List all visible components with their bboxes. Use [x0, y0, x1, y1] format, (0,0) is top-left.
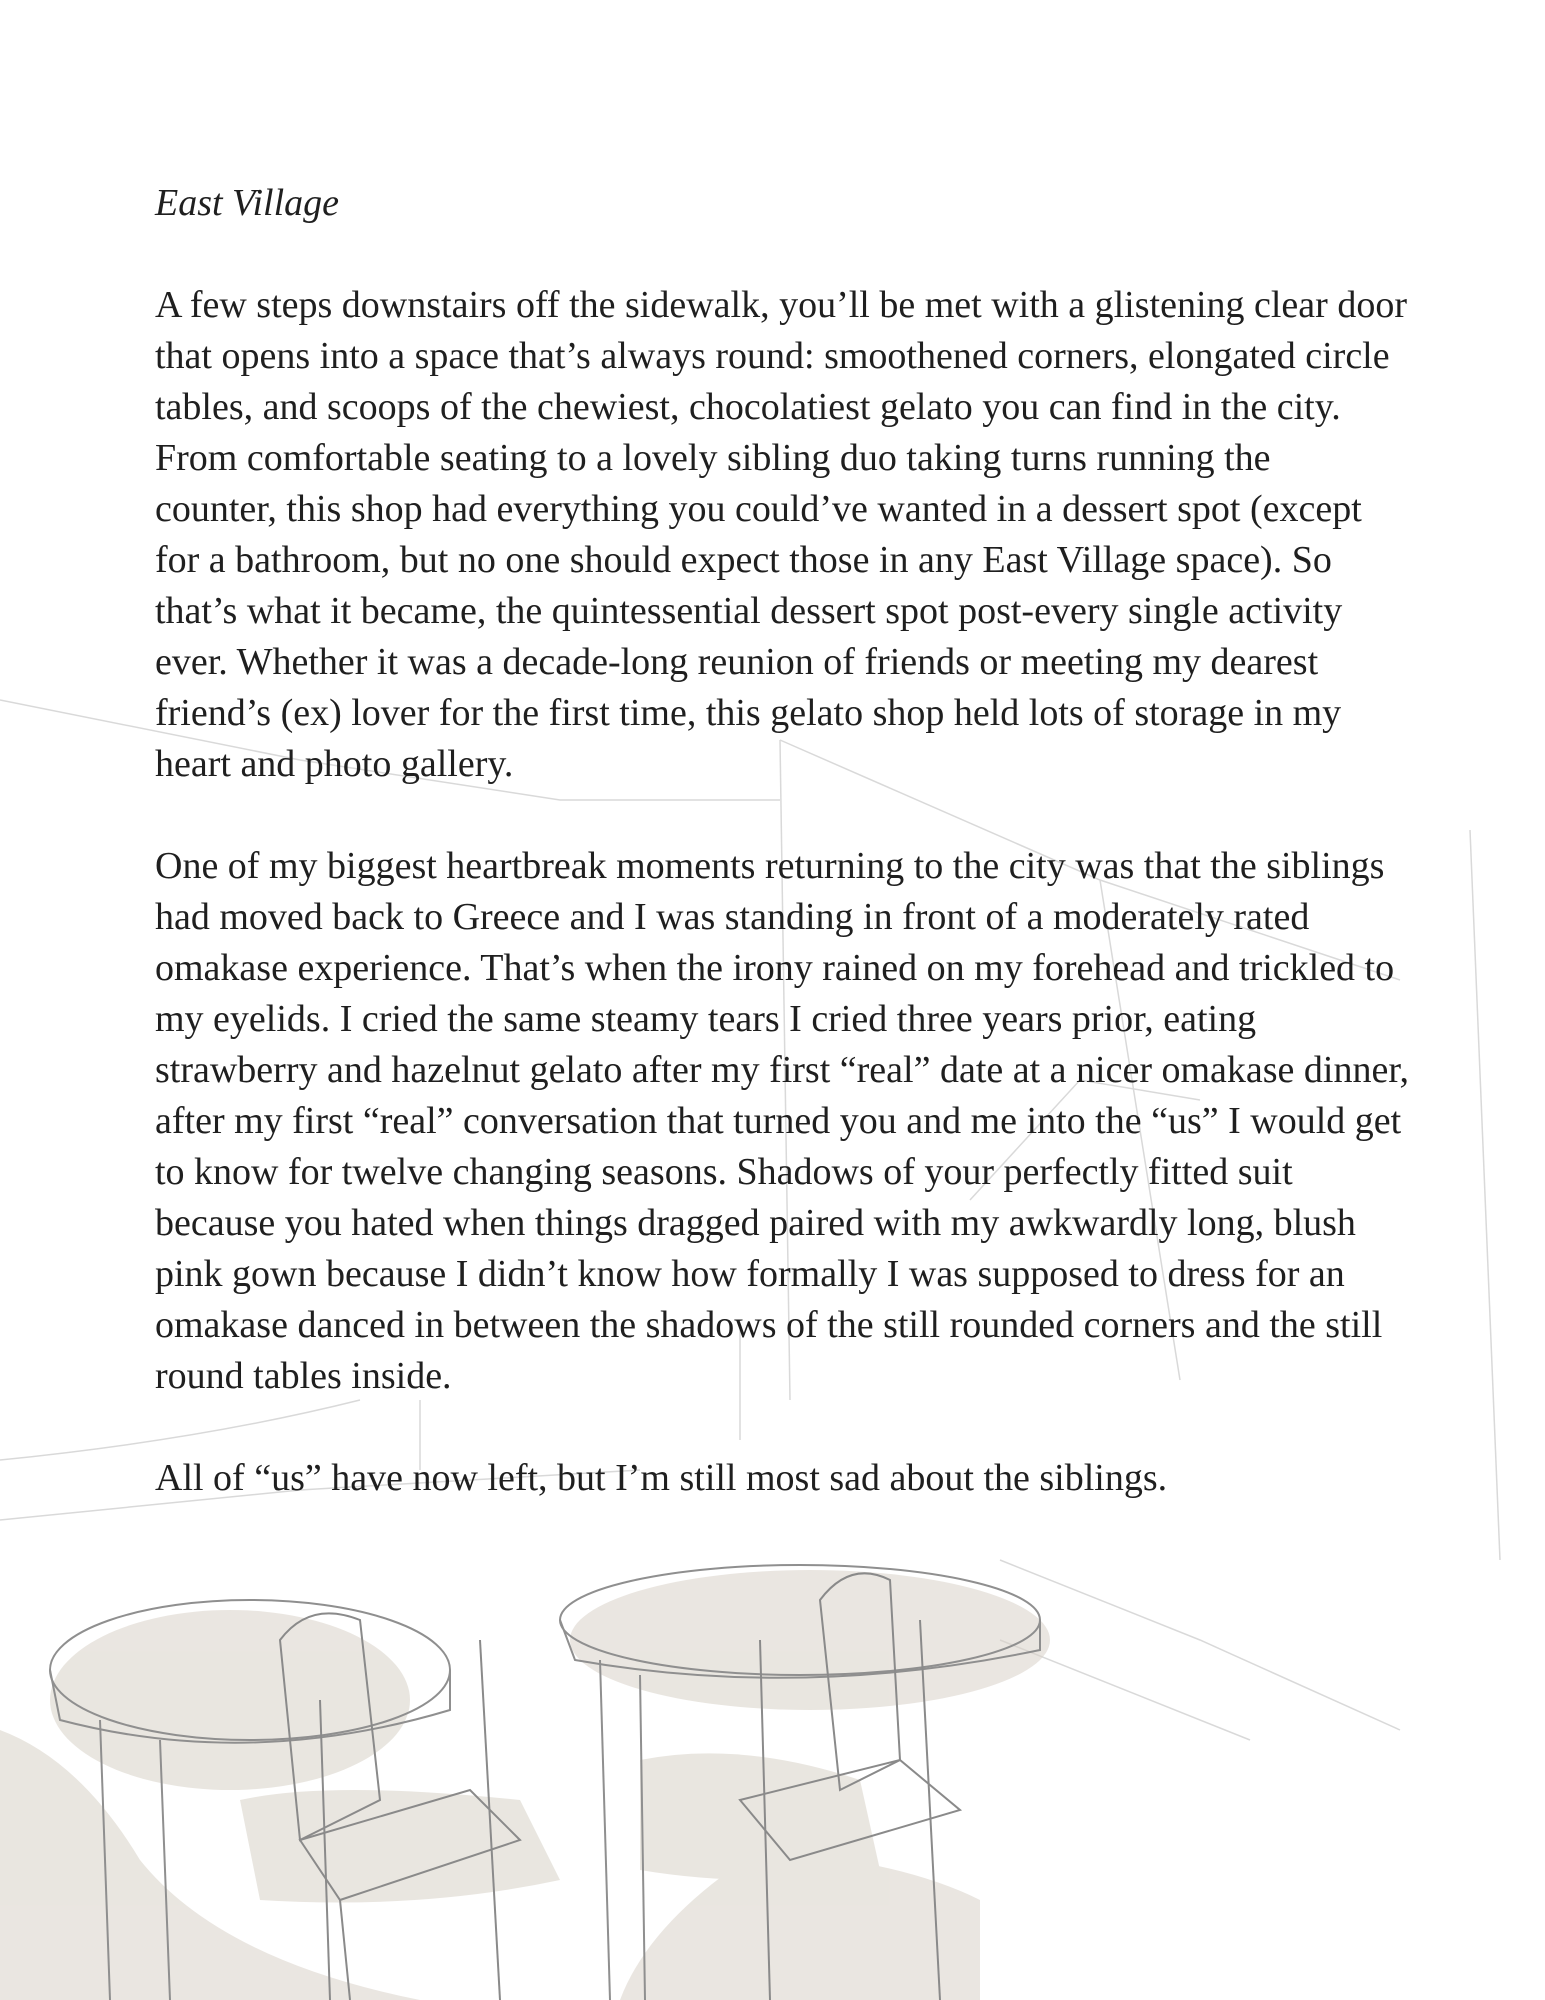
- paragraph-line: for a bathroom, but no one should expect those in any East Village space). So: [155, 539, 1332, 581]
- paragraph-line: omakase danced in between the shadows of the still rounded corners and the still: [155, 1304, 1383, 1346]
- paragraph-line: that opens into a space that’s always round: smoothened corners, elongated circle: [155, 335, 1390, 377]
- paragraph-line: that’s what it became, the quintessential dessert spot post-every single activity: [155, 590, 1343, 632]
- paragraph-line: tables, and scoops of the chewiest, chocolatiest gelato you can find in the city.: [155, 386, 1341, 428]
- paragraph-line: to know for twelve changing seasons. Shadows of your perfectly fitted suit: [155, 1151, 1293, 1193]
- paragraph-line: round tables inside.: [155, 1355, 452, 1397]
- paragraph-1: [155, 280, 1455, 790]
- paragraph-line: friend’s (ex) lover for the first time, this gelato shop held lots of storage in my: [155, 692, 1342, 734]
- paragraph-line: my eyelids. I cried the same steamy tears I cried three years prior, eating: [155, 998, 1257, 1040]
- document-body: [155, 178, 1455, 1555]
- paragraph-line: omakase experience. That’s when the irony rained on my forehead and trickled to: [155, 947, 1395, 989]
- paragraph-line: A few steps downstairs off the sidewalk, you’ll be met with a glistening clear door: [155, 284, 1407, 326]
- paragraph-line: after my first “real” conversation that turned you and me into the “us” I would get: [155, 1100, 1402, 1142]
- paragraph-line: All of “us” have now left, but I’m still most sad about the siblings.: [155, 1457, 1168, 1499]
- paragraph-line: because you hated when things dragged paired with my awkwardly long, blush: [155, 1202, 1356, 1244]
- paragraph-line: had moved back to Greece and I was standing in front of a moderately rated: [155, 896, 1310, 938]
- paragraph-line: strawberry and hazelnut gelato after my first “real” date at a nicer omakase dinner,: [155, 1049, 1409, 1091]
- paragraph-line: One of my biggest heartbreak moments returning to the city was that the siblings: [155, 845, 1385, 887]
- paragraph-line: heart and photo gallery.: [155, 743, 514, 785]
- paragraph-2: [155, 841, 1455, 1402]
- document-heading: East Village: [155, 182, 339, 224]
- paragraph-3: [155, 1453, 1455, 1504]
- paragraph-line: pink gown because I didn’t know how formally I was supposed to dress for an: [155, 1253, 1345, 1295]
- paragraph-line: From comfortable seating to a lovely sibling duo taking turns running the: [155, 437, 1271, 479]
- paragraph-line: ever. Whether it was a decade-long reunion of friends or meeting my dearest: [155, 641, 1319, 683]
- paragraph-line: counter, this shop had everything you could’ve wanted in a dessert spot (except: [155, 488, 1362, 530]
